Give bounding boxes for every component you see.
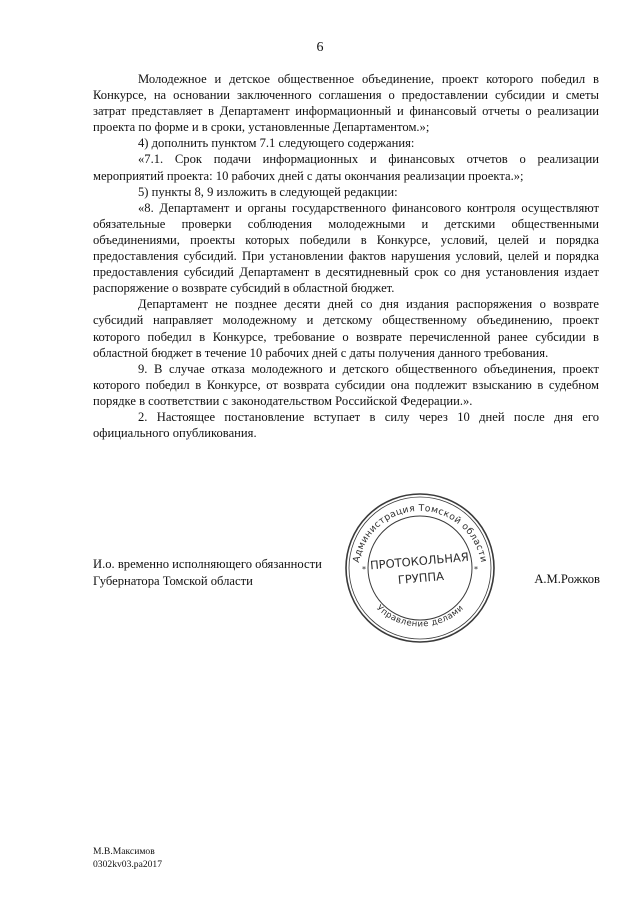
document-body xyxy=(93,71,599,441)
signatory-title-line: И.о. временно исполняющего обязанности xyxy=(93,557,322,571)
stamp-bottom-text: Управление делами xyxy=(374,603,466,630)
paragraph: 4) дополнить пунктом 7.1 следующего содержания: xyxy=(138,136,415,151)
document-footer xyxy=(93,846,162,871)
stamp-center-line: ПРОТОКОЛЬНАЯ xyxy=(369,549,470,573)
paragraph: «8. Департамент и органы государственного финансового контроля осуществляют обязательные проверки соблюдения молодежными и детскими общественными объединениями, проекты которых победили в Конкурсе, условий, целей и порядка предоставления субсидий. При установлении фактов нарушения условий, целей и порядка предоставления субсидий Департамент в десятидневный срок со дня установления издает распоряжение о возврате субсидий в областной бюджет. xyxy=(93,200,599,296)
signatory-title-line: Губернатора Томской области xyxy=(93,573,253,588)
svg-text:*: * xyxy=(362,565,366,574)
svg-text:*: * xyxy=(474,565,478,574)
paragraph: 9. В случае отказа молодежного и детского общественного объединения, проект которого победил в Конкурсе, от возврата субсидии она подлежит взысканию в судебном порядке в соответствии с законодательством Российской Федерации.». xyxy=(93,361,599,408)
signatory-title xyxy=(93,556,322,589)
footer-doc-code: 0302kv03.pa2017 xyxy=(93,858,163,870)
paragraph: Молодежное и детское общественное объединение, проект которого победил в Конкурсе, на основании заключенного соглашения о предоставлении субсидии и сметы затрат представляет в Департамент информационный и финансовый отчеты о реализации проекта по форме и в сроки, установленные Департаментом.»; xyxy=(93,72,599,135)
paragraph: 2. Настоящее постановление вступает в силу через 10 дней после дня его официального опубликования. xyxy=(93,409,599,441)
signatory-name: А.М.Рожков xyxy=(534,572,600,586)
official-stamp xyxy=(340,488,500,648)
paragraph: «7.1. Срок подачи информационных и финансовых отчетов о реализации мероприятий проекта: 10 рабочих дней с даты окончания реализации проекта.»; xyxy=(93,152,599,183)
stamp-center-line: ГРУППА xyxy=(397,568,445,587)
paragraph: Департамент не позднее десяти дней со дня издания распоряжения о возврате субсидий направляет молодежному и детскому общественному объединению, проект которого победил в Конкурсе, требование о возврате перечисленной ранее субсидии в областной бюджет в течение 10 рабочих дней с даты получения данного требования. xyxy=(93,297,599,360)
page-number: 6 xyxy=(316,40,324,55)
svg-text:Управление делами xyxy=(374,603,466,629)
stamp-outer-text: Администрация Томской области xyxy=(350,502,490,564)
footer-author: М.В.Максимов xyxy=(93,846,155,857)
paragraph: 5) пункты 8, 9 изложить в следующей редакции: xyxy=(138,184,398,199)
